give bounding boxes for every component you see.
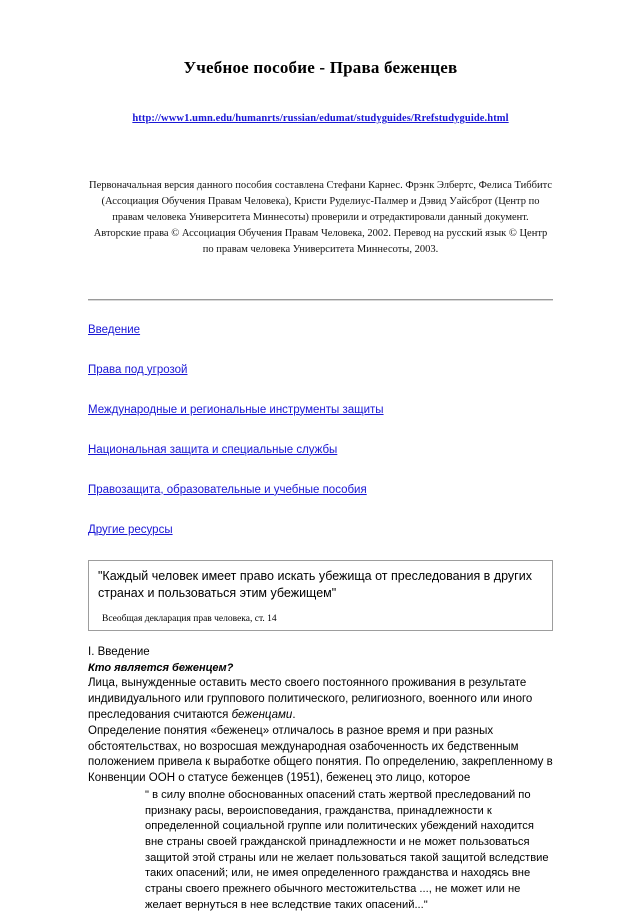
toc-link-national-protection[interactable]: Национальная защита и специальные службы bbox=[88, 443, 338, 456]
paragraph-definition bbox=[88, 676, 553, 723]
horizontal-divider bbox=[88, 299, 553, 301]
toc-item-introduction[interactable] bbox=[88, 320, 553, 338]
source-url-link[interactable]: http://www1.umn.edu/humanrts/russian/edumat/studyguides/Rrefstudyguide.html bbox=[132, 113, 509, 124]
body-content bbox=[88, 631, 553, 913]
toc-link-introduction[interactable]: Введение bbox=[88, 323, 141, 336]
paragraph-definition-text-2: . bbox=[292, 708, 296, 721]
toc-link-advocacy-resources[interactable]: Правозащита, образовательные и учебные пособия bbox=[88, 483, 367, 496]
toc-item-rights-at-risk[interactable] bbox=[88, 360, 553, 378]
callout-quote-box bbox=[88, 560, 553, 632]
toc-item-other-resources[interactable] bbox=[88, 520, 553, 538]
attribution-paragraph: Первоначальная версия данного пособия составлена Стефани Карнес. Фрэнк Элбертс, Фелиса Тиббитс (Ассоциация Обучения Правам Человека), Кристи Руделиус-Палмер и Дэвид Уайсброт (Центр по правам человека Университета Миннесоты) проверили и отредактировали данный документ. Авторские права © Ассоциация Обучения Правам Человека, 2002. Перевод на русский язык © Центр по правам человека Университета Миннесоты, 2003. bbox=[89, 180, 552, 255]
section-number: I. Введение bbox=[88, 646, 150, 659]
toc-link-international-instruments[interactable]: Международные и региональные инструменты защиты bbox=[88, 403, 384, 416]
section-heading: Кто является беженцем? bbox=[88, 662, 234, 675]
page-title: Учебное пособие - Права беженцев bbox=[183, 58, 458, 77]
table-of-contents bbox=[88, 260, 553, 538]
toc-link-rights-at-risk[interactable]: Права под угрозой bbox=[88, 363, 188, 376]
paragraph-history: Определение понятия «беженец» отличалось в разное время и при разных обстоятельствах, но возросшая международная озабоченность их бедственным положением привела к выработке общего понятия. По определению, закрепленному в Конвенции ООН о статусе беженцев (1951), беженец это лицо, которое bbox=[88, 724, 553, 785]
toc-item-advocacy-resources[interactable] bbox=[88, 480, 553, 498]
paragraph-definition-text-1: Лица, вынужденные оставить место своего постоянного проживания в результате индивидуального или группового политического, религиозного, военного или иного преследования считаются bbox=[88, 677, 533, 721]
paragraph-definition-emphasis: беженцами bbox=[231, 708, 293, 721]
callout-quote-text: "Каждый человек имеет право искать убежища от преследования в других странах и пользоваться этим убежищем" bbox=[98, 568, 532, 601]
callout-quote-source: Всеобщая декларация прав человека, ст. 14 bbox=[102, 614, 277, 625]
toc-link-other-resources[interactable]: Другие ресурсы bbox=[88, 523, 173, 536]
toc-item-international-instruments[interactable] bbox=[88, 400, 553, 418]
convention-blockquote: " в силу вполне обоснованных опасений стать жертвой преследований по признаку расы, вероисповедания, гражданства, принадлежности к определенной социальной группе или политических убеждений находится вне страны своей гражданской принадлежности и не может пользоваться защитой этой страны или не желает пользоваться такой защитой вследствие таких опасений; или, не имея определенного гражданства и находясь вне страны своего прежнего обычного местожительства ..., не может или не желает вернуться в нее вследствие таких опасений..." bbox=[145, 788, 549, 911]
toc-item-national-protection[interactable] bbox=[88, 440, 553, 458]
source-url-row bbox=[88, 78, 553, 126]
